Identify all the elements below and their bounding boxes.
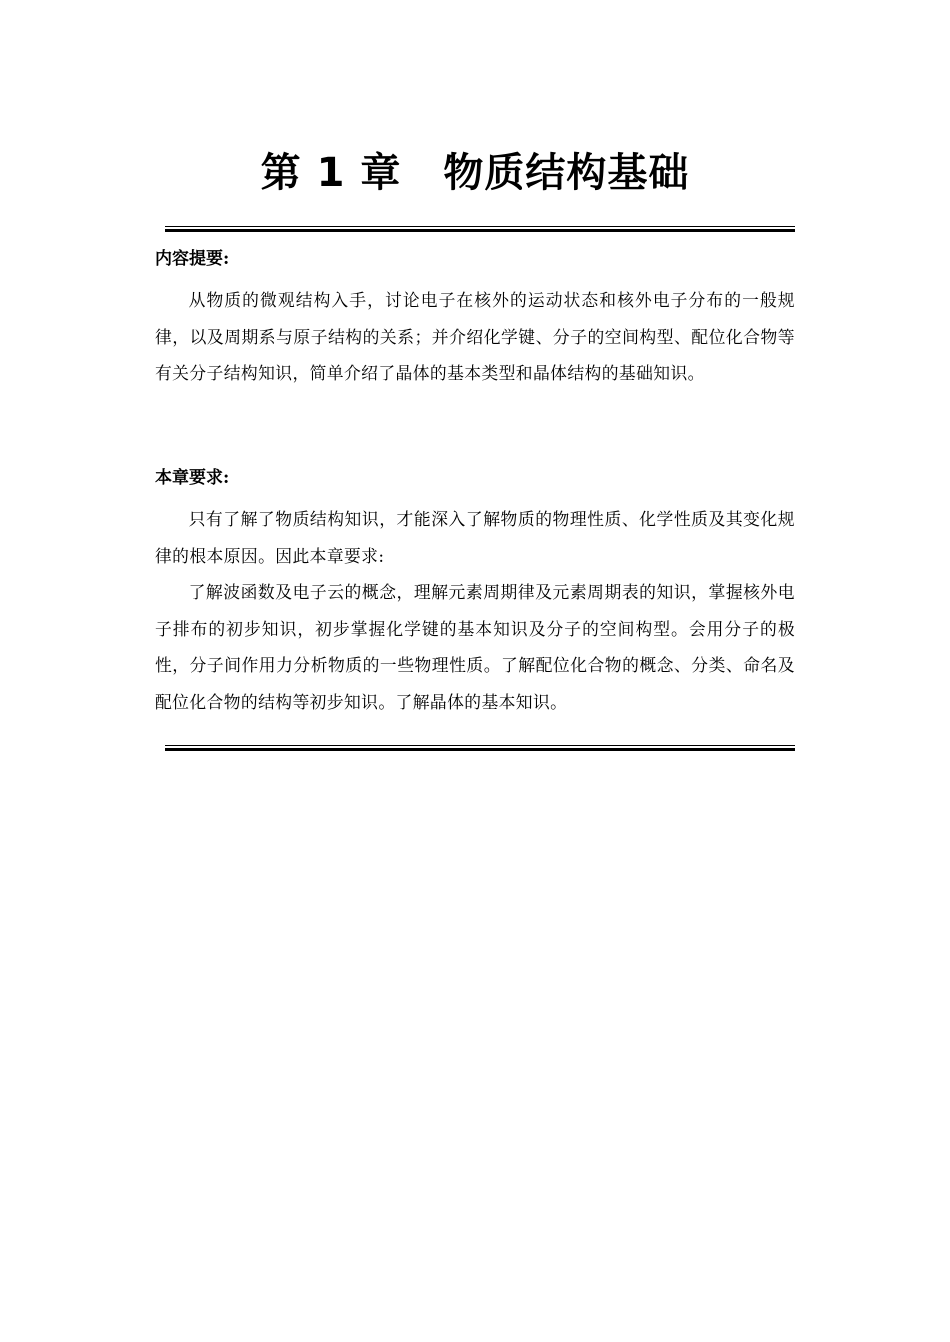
summary-section [155, 248, 795, 392]
requirements-heading: 本章要求: [155, 468, 230, 488]
requirements-section [155, 467, 795, 720]
top-double-rule [165, 226, 795, 232]
summary-paragraph: 从物质的微观结构入手，讨论电子在核外的运动状态和核外电子分布的一般规律，以及周期系与原子结构的关系；并介绍化学键、分子的空间构型、配位化合物等有关分子结构知识，简单介绍了晶体的基本类型和晶体结构的基础知识。 [155, 290, 795, 383]
chapter-name: 物质结构基础 [443, 150, 690, 196]
bottom-double-rule [165, 745, 795, 751]
chapter-number: 第 1 章 [260, 150, 402, 196]
chapter-title [0, 145, 950, 201]
summary-heading: 内容提要: [155, 249, 230, 269]
requirements-paragraph-intro: 只有了解了物质结构知识，才能深入了解物质的物理性质、化学性质及其变化规律的根本原因。因此本章要求: [155, 509, 795, 566]
requirements-paragraph-details: 了解波函数及电子云的概念，理解元素周期律及元素周期表的知识，掌握核外电子排布的初步知识，初步掌握化学键的基本知识及分子的空间构型。会用分子的极性，分子间作用力分析物质的一些物理性质。了解配位化合物的概念、分类、命名及配位化合物的结构等初步知识。了解晶体的基本知识。 [155, 582, 795, 712]
